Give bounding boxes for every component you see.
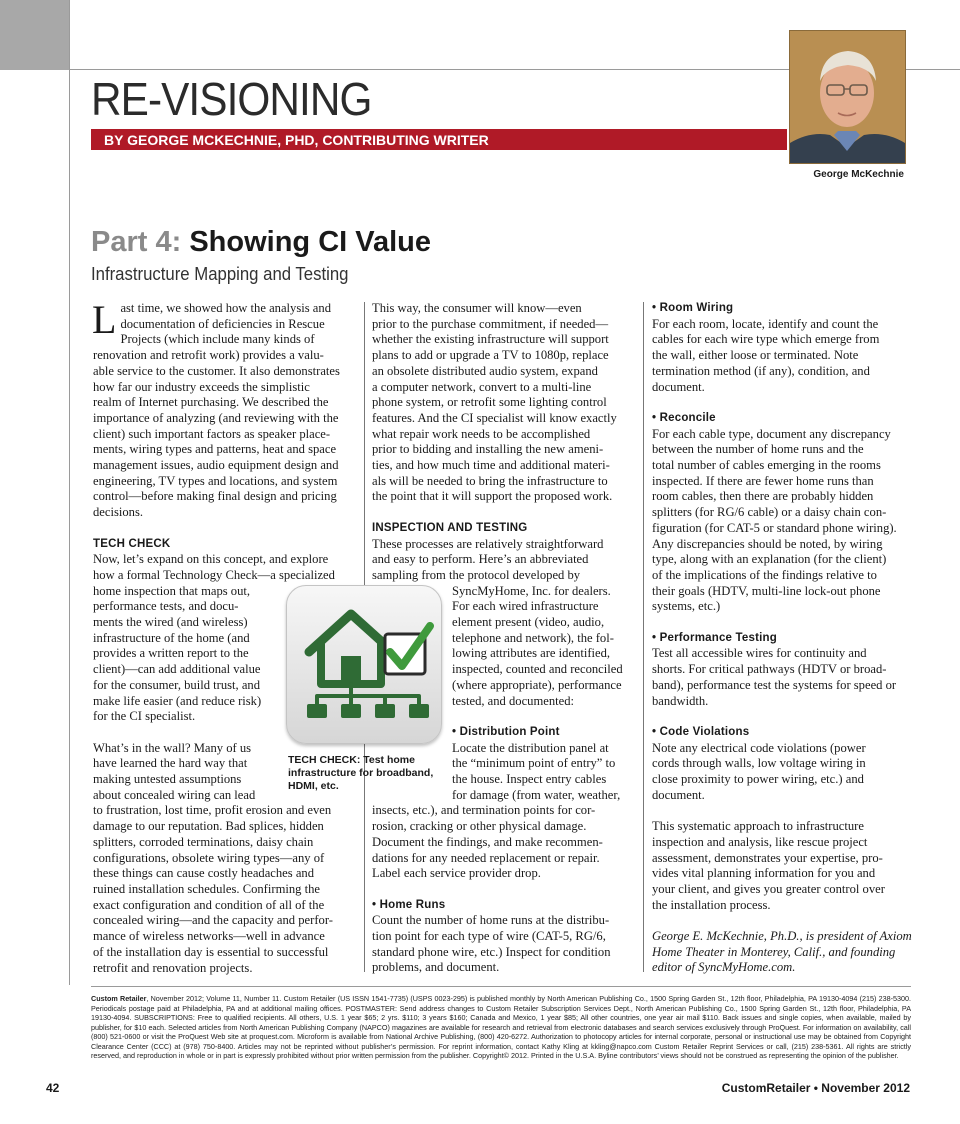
text-line: make life easier (and reduce risk) [93, 693, 262, 708]
text-line: prior to the purchase commitment, if needed— [372, 316, 609, 331]
text-line: of the installation day is essential to successful [93, 944, 329, 959]
headline-title: Showing CI Value [189, 226, 432, 258]
text-line: lowing attributes are identified, [452, 646, 611, 661]
text-line: how a formal Technology Check—a specialized [93, 567, 335, 582]
text-line: performance tests, and docu- [93, 599, 239, 614]
section-masthead: RE-VISIONING [91, 73, 372, 125]
text-line: • Room Wiring [652, 302, 734, 314]
text-line: vides vital planning information for you and [652, 866, 876, 881]
text-line: ments, wiring types and patterns, heat and space [93, 442, 337, 457]
text-line: cords through walls, low voltage wiring in [652, 756, 866, 771]
footer-fine-print: , November 2012; Volume 11, Number 11. Custom Retailer (US ISSN 1541-7735) (USPS 0023-295) is published monthly by North American Publishing Co., 1500 Spring Garden St., 12th floor, Philadelphia, PA 19130-4094 (215) 238-5300. Periodicals postage paid at Philadelphia, PA and at additional mailing offices. POSTMASTER: Send address changes to Custom Retailer Subscription Services Dept., North American Publishing Co., 1500 Spring Garden St., 12th floor, Philadelphia, PA 19130-4094. SUBSCRIPTIONS: Free to qualified recipients. All others, U.S. 1 year $65; 2 yrs. $110; 3 years $160; Canada and Mexico, 1 year $85; All other countries, one year air mail $110. Back issues and single copies, when available, mailed by publisher, for $10 each. Selected articles from North American Publishing Company (NAPCO) magazines are available for research and retrieval from electronic databases and search services exclusively through ProQuest. For information on availability, call (800) 521-0600 or visit the ProQuest Web site at proquest.com. Microform is available from National Archive Publishing, (800) 420-6272. Authorization to photocopy articles for internal corporate, personal or instructional use may be obtained from Copyright Clearance Center (CCC) at (978) 750-8400. Articles may not be reprinted without publisher’s permission. For reprint information, contact Kathy Kling at kkling@napco.com Custom Retailer Reprint Services or call, (215) 238-5361. All rights are strictly reserved, and reproduction in whole or in part is expressly prohibited without prior written permission from the publisher. Copyright© 2012. Printed in the U.S.A. Byline contributors’ views should not be construed as representing the opinion of the publisher. [91, 994, 911, 1060]
text-line: • Reconcile [652, 411, 716, 424]
footer-rule [91, 986, 911, 987]
text-line: rosion, cracking or other physical damage. [372, 819, 587, 834]
text-line: Projects (which include many kinds of [120, 332, 315, 347]
text-line: For each room, locate, identify and count the [652, 316, 879, 331]
text-line: documentation of deficiencies in Rescue [120, 316, 325, 331]
figure-caption: TECH CHECK: Test home infrastructure for broadband, HDMI, etc. [288, 754, 434, 792]
house-network-check-icon [287, 586, 441, 743]
text-line: telephone and network), the fol- [452, 630, 614, 645]
text-line: dations for any needed replacement or repair. [372, 850, 600, 865]
headline-prefix: Part 4: [91, 226, 182, 258]
text-line: ties, and how much time and additional materi- [372, 458, 610, 473]
text-line: Locate the distribution panel at [452, 740, 609, 755]
text-line: exact configuration and condition of all of the [93, 897, 325, 912]
text-line: ruined installation schedules. Confirming the [93, 881, 320, 896]
text-line: Now, let’s expand on this concept, and explore [93, 552, 329, 567]
text-line: decisions. [93, 505, 144, 520]
text-line: sampling from the protocol developed by [372, 567, 581, 582]
text-line: ments the wired (and wireless) [93, 615, 248, 630]
text-line [652, 913, 918, 929]
text-line: Note any electrical code violations (power [652, 740, 866, 755]
text-line: inspected. If there are fewer home runs than [652, 473, 874, 488]
text-line: retrofit and renovation projects. [93, 960, 253, 975]
author-portrait-image [790, 31, 905, 163]
text-line [372, 505, 638, 521]
text-line: systems, etc.) [652, 599, 721, 614]
text-line: For each wired infrastructure [452, 599, 599, 614]
publication-footer [91, 994, 911, 1061]
text-line: between the number of home runs and the [652, 442, 864, 457]
text-line: about concealed wiring can lead [93, 787, 256, 802]
text-line [652, 803, 918, 819]
text-line [652, 709, 918, 725]
text-line: total number of cables emerging in the rooms [652, 458, 881, 473]
text-line: management issues, audio equipment design and [93, 458, 339, 473]
text-line: For each cable type, document any discrepancy [652, 426, 891, 441]
text-line: Count the number of home runs at the distribu- [372, 913, 610, 928]
text-line: plans to add or upgrade a TV to 1080p, replace [372, 348, 609, 363]
text-line: for the CI specialist. [93, 709, 196, 724]
text-line: This systematic approach to infrastructure [652, 819, 864, 834]
article-subhead: Infrastructure Mapping and Testing [91, 264, 349, 284]
text-line: client)—can add additional value [93, 662, 261, 677]
author-photo [789, 30, 906, 164]
text-line: the wall, either loose or terminated. Note [652, 348, 859, 363]
text-line: close proximity to power wiring, etc.) and [652, 772, 864, 787]
text-line: type, along with an explanation (for the client) [652, 552, 887, 567]
text-line: features. And the CI specialist will know exactly [372, 410, 617, 425]
text-line: inspected, counted and reconciled [452, 662, 623, 677]
text-line: figuration (for CAT-5 or standard phone wiring). [652, 520, 897, 535]
text-line: what repair work needs to be accomplished [372, 426, 591, 441]
text-line: document. [652, 787, 705, 802]
drop-cap: L [92, 297, 117, 342]
text-line: room cables, then there are probably hidden [652, 489, 874, 504]
text-line: George E. McKechnie, Ph.D., is president of Axiom [652, 929, 912, 944]
text-line: their goals (HDTV, multi-line lock-out phone [652, 583, 881, 598]
text-line: insects, etc.), and termination points for cor- [372, 803, 596, 818]
text-line: document. [652, 379, 705, 394]
text-line: termination method (if any), condition, and [652, 363, 870, 378]
text-line: configurations, obsolete wiring types—any of [93, 850, 325, 865]
text-line: renovation and retrofit work) provides a valu- [93, 348, 324, 363]
tech-check-figure [286, 585, 442, 744]
text-line: assessment, demonstrates your expertise, pro- [652, 850, 883, 865]
text-line: client) such important factors as speaker place- [93, 426, 331, 441]
text-line: and easy to perform. Here’s an abbreviated [372, 552, 589, 567]
text-line: • Code Violations [652, 725, 750, 738]
text-line [652, 615, 918, 631]
text-line: TECH CHECK [93, 537, 171, 550]
text-line: to frustration, lost time, profit erosion and even [93, 803, 332, 818]
text-line: band), performance test the systems for speed or [652, 677, 897, 692]
text-line: whether the existing infrastructure will support [372, 332, 609, 347]
text-line: prior to bidding and installing the new ameni- [372, 442, 604, 457]
photo-caption: George McKechnie [813, 169, 904, 180]
text-line: What’s in the wall? Many of us [93, 740, 252, 755]
text-line: Label each service provider drop. [372, 866, 541, 881]
text-line: infrastructure of the home (and [93, 630, 250, 645]
text-line: your client, and gives you greater control over [652, 881, 885, 896]
page-number: 42 [46, 1081, 60, 1095]
text-line: (where appropriate), performance [452, 677, 622, 692]
text-line: importance of analyzing (and reviewing with the [93, 410, 339, 425]
text-line [93, 521, 359, 537]
text-line: shorts. For critical pathways (HDTV or broad- [652, 662, 887, 677]
text-line: • Performance Testing [652, 631, 777, 644]
text-line: a computer network, convert to a multi-line [372, 379, 592, 394]
text-line [93, 725, 283, 741]
text-line: Home Theater in Monterey, Calif., and founding [652, 944, 896, 959]
text-line: an obsolete distributed audio system, expand [372, 363, 598, 378]
text-line: making untested assumptions [93, 772, 242, 787]
text-line: the house. Inspect entry cables [452, 772, 607, 787]
byline: BY GEORGE MCKECHNIE, PHD, CONTRIBUTING WRITER [104, 132, 489, 148]
corner-block [0, 0, 70, 70]
article-column-3 [652, 301, 918, 976]
text-line: mance of wireless networks—well in advance [93, 929, 325, 944]
footer-brand: CustomRetailer • November 2012 [721, 1081, 910, 1095]
text-line: Any discrepancies should be noted, by wiring [652, 536, 883, 551]
text-line: provides a written report to the [93, 646, 249, 661]
text-line: how far our industry exceeds the simplistic [93, 379, 310, 394]
left-margin-rule [69, 0, 70, 985]
text-line: concealed wiring—and the capacity and perfor- [93, 913, 333, 928]
text-line: have learned the hard way that [93, 756, 248, 771]
text-line: Document the findings, and make recommen- [372, 834, 603, 849]
text-line: engineering, TV types and locations, and system [93, 473, 338, 488]
text-line: problems, and document. [372, 960, 500, 975]
text-line: editor of SyncMyHome.com. [652, 960, 796, 975]
text-line: This way, the consumer will know—even [372, 301, 582, 315]
text-line: cables for each wire type which emerge from [652, 332, 880, 347]
text-line: able service to the customer. It also demonstrates [93, 363, 340, 378]
text-line: of the implications of the findings relative to [652, 567, 877, 582]
text-line: the “minimum point of entry” to [452, 756, 616, 771]
text-line: phone system, or retrofit some lighting control [372, 395, 607, 410]
text-line: for damage (from water, weather, [452, 787, 621, 802]
footer-publication-name: Custom Retailer [91, 994, 147, 1003]
text-line: splitters, corroded terminations, daisy chain [93, 834, 314, 849]
text-line: damage to our reputation. Bad splices, hidden [93, 819, 324, 834]
text-line: als will be needed to bring the infrastructure to [372, 473, 608, 488]
text-line: tion point for each type of wire (CAT-5, RG/6, [372, 929, 606, 944]
text-line: standard phone wire, etc.) Inspect for condition [372, 944, 611, 959]
text-line: these things can cause costly headaches and [93, 866, 315, 881]
text-line: realm of Internet purchasing. We described the [93, 395, 329, 410]
text-line: splitters (for RG/6 cable) or a daisy chain con- [652, 505, 887, 520]
text-line: SyncMyHome, Inc. for dealers. [452, 583, 611, 598]
text-line: inspection and analysis, like rescue project [652, 834, 868, 849]
text-line: Test all accessible wires for continuity and [652, 646, 867, 661]
text-line [372, 882, 638, 898]
text-line: the installation process. [652, 897, 771, 912]
text-line: • Home Runs [372, 898, 446, 911]
text-line: INSPECTION AND TESTING [372, 521, 528, 534]
text-line: These processes are relatively straightforward [372, 536, 604, 551]
text-line: tested, and documented: [452, 693, 575, 708]
text-line: element present (video, audio, [452, 615, 605, 630]
article-headline [91, 228, 431, 257]
text-line: the point that it will support the proposed work. [372, 489, 613, 504]
text-line: for the consumer, build trust, and [93, 677, 261, 692]
text-line: control—before making final design and pricing [93, 489, 337, 504]
text-line: bandwidth. [652, 693, 709, 708]
text-line: • Distribution Point [452, 725, 560, 738]
column-divider-2 [643, 302, 644, 972]
text-line [652, 395, 918, 411]
text-line: home inspection that maps out, [93, 583, 251, 598]
text-line: Last time, we showed how the analysis and [92, 297, 331, 342]
